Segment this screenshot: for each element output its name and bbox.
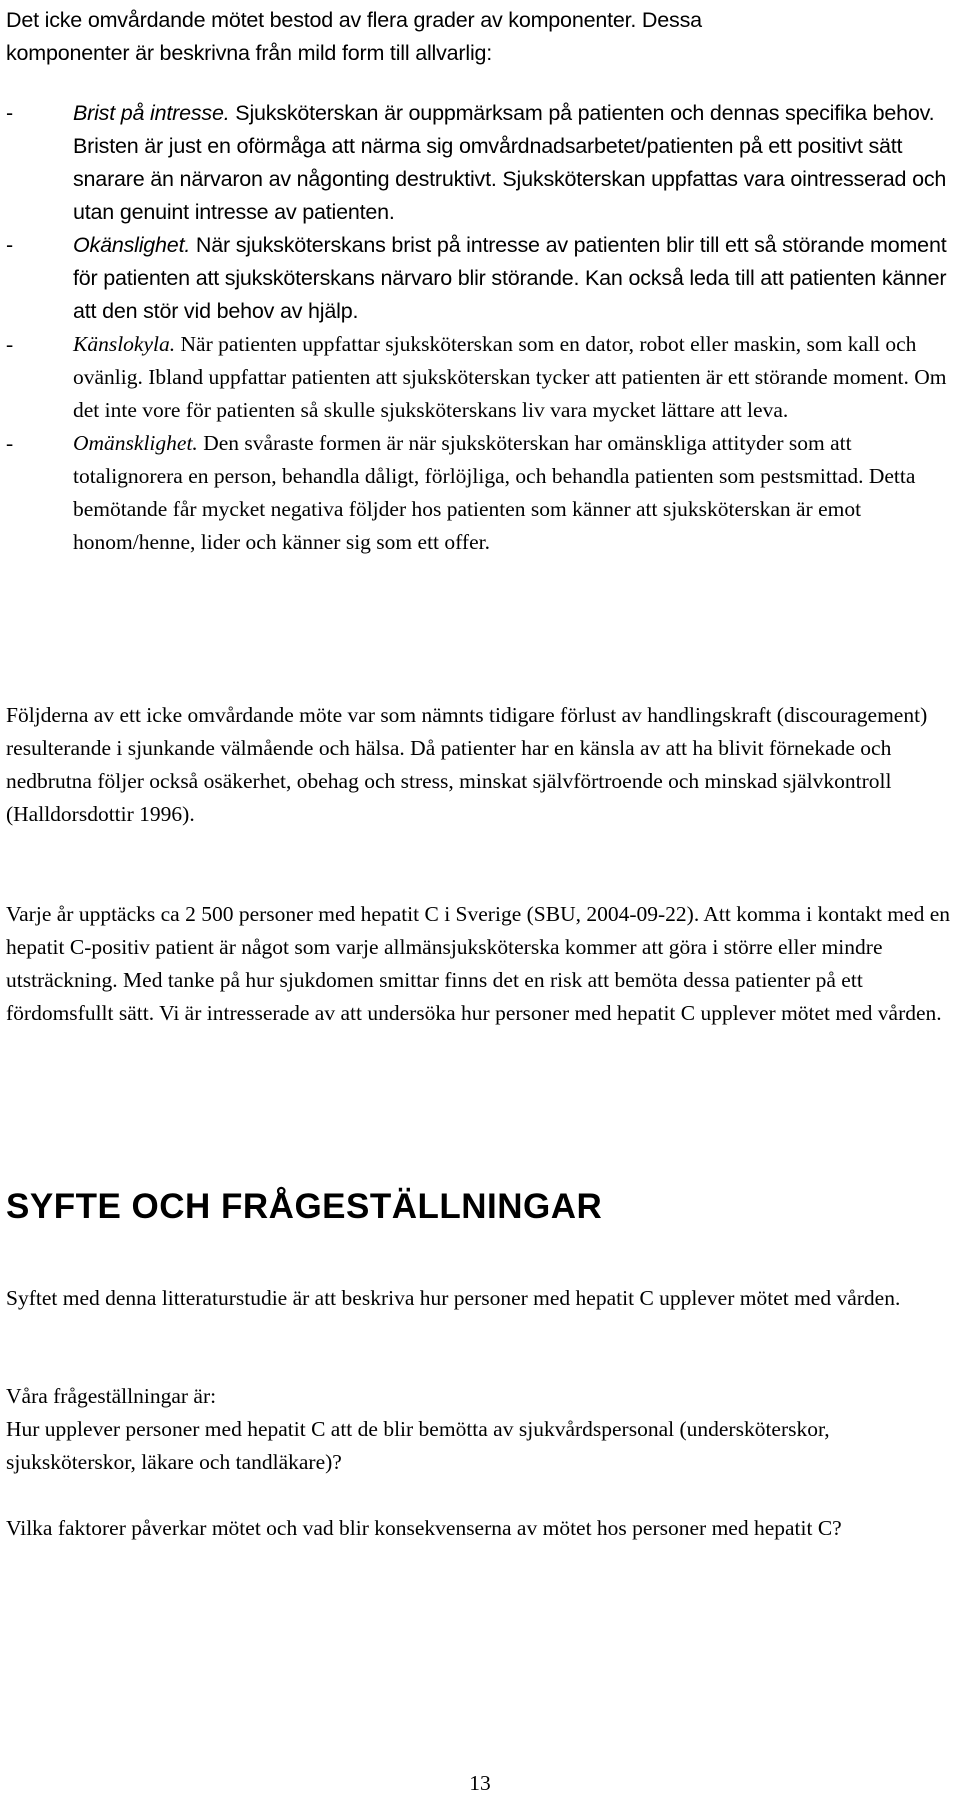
list-dash: - — [6, 233, 13, 257]
intro-line-2: komponenter är beskrivna från mild form till allvarlig: — [6, 41, 493, 65]
list-item-text: Sjuksköterskan är ouppmärksam på patienten och dennas specifika behov. Bristen är just en oförmåga att närma sig omvårdnadsarbetet/patienten på ett positivt sätt snarare än närvaron av någonting destruktivt. Sjuksköterskan uppfattas vara ointresserad och utan genuint intresse av patienten. — [73, 101, 947, 224]
list-item-term: Okänslighet. — [73, 233, 191, 257]
question-1: Hur upplever personer med hepatit C att de blir bemötta av sjukvårdspersonal (undersköterskor, sjuksköterskor, läkare och tandläkare)? — [6, 1417, 830, 1474]
paragraph-consequences: Följderna av ett icke omvårdande möte var som nämnts tidigare förlust av handlingskraft (discouragement) resulterande i sjunkande välmående och hälsa. Då patienter har en känsla av att ha blivit förnekade och nedbrutna följer också osäkerhet, obehag och stress, minskat självförtroende och minskad självkontroll (Halldorsdottir 1996). — [6, 703, 928, 826]
component-list — [6, 97, 954, 559]
list-dash: - — [6, 431, 14, 455]
section-heading: SYFTE OCH FRÅGESTÄLLNINGAR — [6, 1187, 603, 1226]
list-dash: - — [6, 101, 13, 125]
list-item — [6, 97, 954, 229]
questions-intro: Våra frågeställningar är: — [6, 1384, 217, 1408]
list-item — [6, 427, 954, 559]
list-dash: - — [6, 332, 14, 356]
list-item — [6, 328, 954, 427]
intro-line-1: Det icke omvårdande mötet bestod av flera grader av komponenter. Dessa — [6, 8, 702, 32]
list-item-term: Känslokyla. — [73, 332, 176, 356]
paragraph-hepatitis-background: Varje år upptäcks ca 2 500 personer med hepatit C i Sverige (SBU, 2004-09-22). Att komma i kontakt med en hepatit C-positiv patient är något som varje allmänsjuksköterska kommer att göra i större eller mindre utsträckning. Med tanke på hur sjukdomen smittar finns det en risk att bemöta dessa patienter på ett fördomsfullt sätt. Vi är intresserade av att undersöka hur personer med hepatit C upplever mötet med vården. — [6, 902, 950, 1025]
list-item-term: Omänsklighet. — [73, 431, 198, 455]
list-item-term: Brist på intresse. — [73, 101, 230, 125]
list-item-text: När patienten uppfattar sjuksköterskan som en dator, robot eller maskin, som kall och ovänlig. Ibland uppfattar patienten att sjuksköterskan tycker att patienten är ett störande moment. Om det inte vore för patienten så skulle sjuksköterskans liv vara mycket lättare att leva. — [73, 332, 947, 422]
page-number: 13 — [469, 1771, 491, 1795]
list-item — [6, 229, 954, 328]
intro-paragraph — [6, 4, 702, 70]
paragraph-aim: Syftet med denna litteraturstudie är att beskriva hur personer med hepatit C upplever mötet med vården. — [6, 1286, 901, 1310]
list-item-text: Den svåraste formen är när sjuksköterskan har omänskliga attityder som att totalignorera en person, behandla dåligt, förlöjliga, och behandla patienten som pestsmittad. Detta bemötande får mycket negativa följder hos patienten som känner att sjuksköterskan är emot honom/henne, lider och känner sig som ett offer. — [73, 431, 916, 554]
research-questions — [6, 1380, 954, 1479]
question-2: Vilka faktorer påverkar mötet och vad blir konsekvenserna av mötet hos personer med hepatit C? — [6, 1516, 842, 1540]
list-item-text: När sjuksköterskans brist på intresse av patienten blir till ett så störande moment för patienten att sjuksköterskans närvaro blir störande. Kan också leda till att patienten känner att den stör vid behov av hjälp. — [73, 233, 947, 323]
